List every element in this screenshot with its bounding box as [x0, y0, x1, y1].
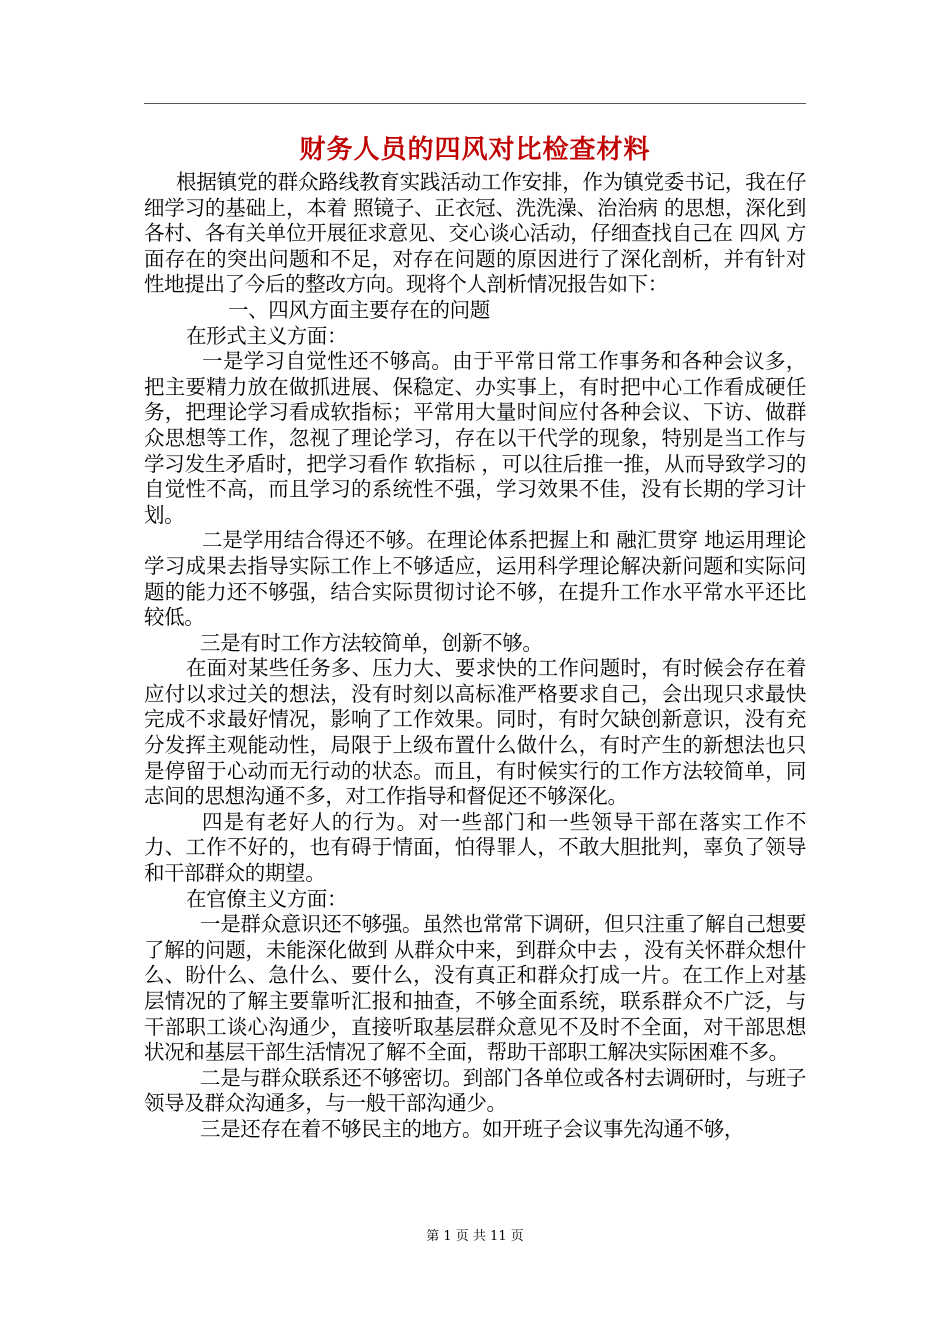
subheading-formalism: 在形式主义方面： [186, 323, 348, 348]
paragraph-bureaucratism-3: 三是还存在着不够民主的地方。如开班子会议事先沟通不够， [200, 1116, 745, 1141]
subheading-bureaucratism: 在官僚主义方面： [186, 886, 348, 911]
section-heading-problems: 一、四风方面主要存在的问题 [228, 297, 490, 322]
paragraph-formalism-2: 二是学用结合得还不够。在理论体系把握上和 融汇贯穿 地运用理论学习成果去指导实际工作上不够适应，运用科学理论解决新问题和实际问题的能力还不够强，结合实际贯彻讨论不够，在提升工作水平常水平还比较低。 [144, 528, 806, 630]
paragraph-formalism-1: 一是学习自觉性还不够高。由于平常日常工作事务和各种会议多，把主要精力放在做抓进展、保稳定、办实事上，有时把中心工作看成硬任务，把理论学习看成软指标；平常用大量时间应付各种会议、下访、做群众思想等工作，忽视了理论学习，存在以干代学的现象，特别是当工作与学习发生矛盾时，把学习看作 软指标 ，可以往后推一推，从而导致学习的自觉性不高，而且学习的系统性不强，学习效果不佳，没有长期的学习计划。 [144, 349, 806, 527]
paragraph-formalism-3-heading: 三是有时工作方法较简单，创新不够。 [200, 630, 543, 655]
page-number-footer: 第 1 页 共 11 页 [426, 1229, 524, 1244]
paragraph-bureaucratism-2: 二是与群众联系还不够密切。到部门各单位或各村去调研时，与班子领导及群众沟通多，与一般干部沟通少。 [144, 1065, 806, 1116]
paragraph-formalism-3-body: 在面对某些任务多、压力大、要求快的工作问题时，有时候会存在着应付以求过关的想法，没有时刻以高标准严格要求自己，会出现只求最快完成不求最好情况，影响了工作效果。同时，有时欠缺创新意识，没有充分发挥主观能动性，局限于上级布置什么做什么，有时产生的新想法也只是停留于心动而无行动的状态。而且，有时候实行的工作方法较简单，同志间的思想沟通不多，对工作指导和督促还不够深化。 [144, 656, 806, 809]
paragraph-intro: 根据镇党的群众路线教育实践活动工作安排，作为镇党委书记，我在仔细学习的基础上，本着 照镜子、正衣冠、洗洗澡、治治病 的思想，深化到各村、各有关单位开展征求意见、交心谈心活动，仔细查找自己在 四风 方面存在的突出问题和不足，对存在问题的原因进行了深化剖析，并有针对性地提出了今后的整改方向。现将个人剖析情况报告如下： [144, 170, 806, 297]
header-rule [144, 103, 806, 104]
paragraph-formalism-4: 四是有老好人的行为。对一些部门和一些领导干部在落实工作不力、工作不好的，也有碍于情面，怕得罪人，不敢大胆批判，辜负了领导和干部群众的期望。 [144, 809, 806, 886]
document-body [144, 170, 806, 1143]
document-title: 财务人员的四风对比检查材料 [299, 135, 651, 165]
paragraph-bureaucratism-1: 一是群众意识还不够强。虽然也常常下调研，但只注重了解自己想要了解的问题，未能深化做到 从群众中来，到群众中去 ，没有关怀群众想什么、盼什么、急什么、要什么，没有真正和群众打成一片。在工作上对基层情况的了解主要靠听汇报和抽查，不够全面系统，联系群众不广泛，与干部职工谈心沟通少，直接听取基层群众意见不及时不全面，对干部思想状况和基层干部生活情况了解不全面，帮助干部职工解决实际困难不多。 [144, 912, 806, 1065]
